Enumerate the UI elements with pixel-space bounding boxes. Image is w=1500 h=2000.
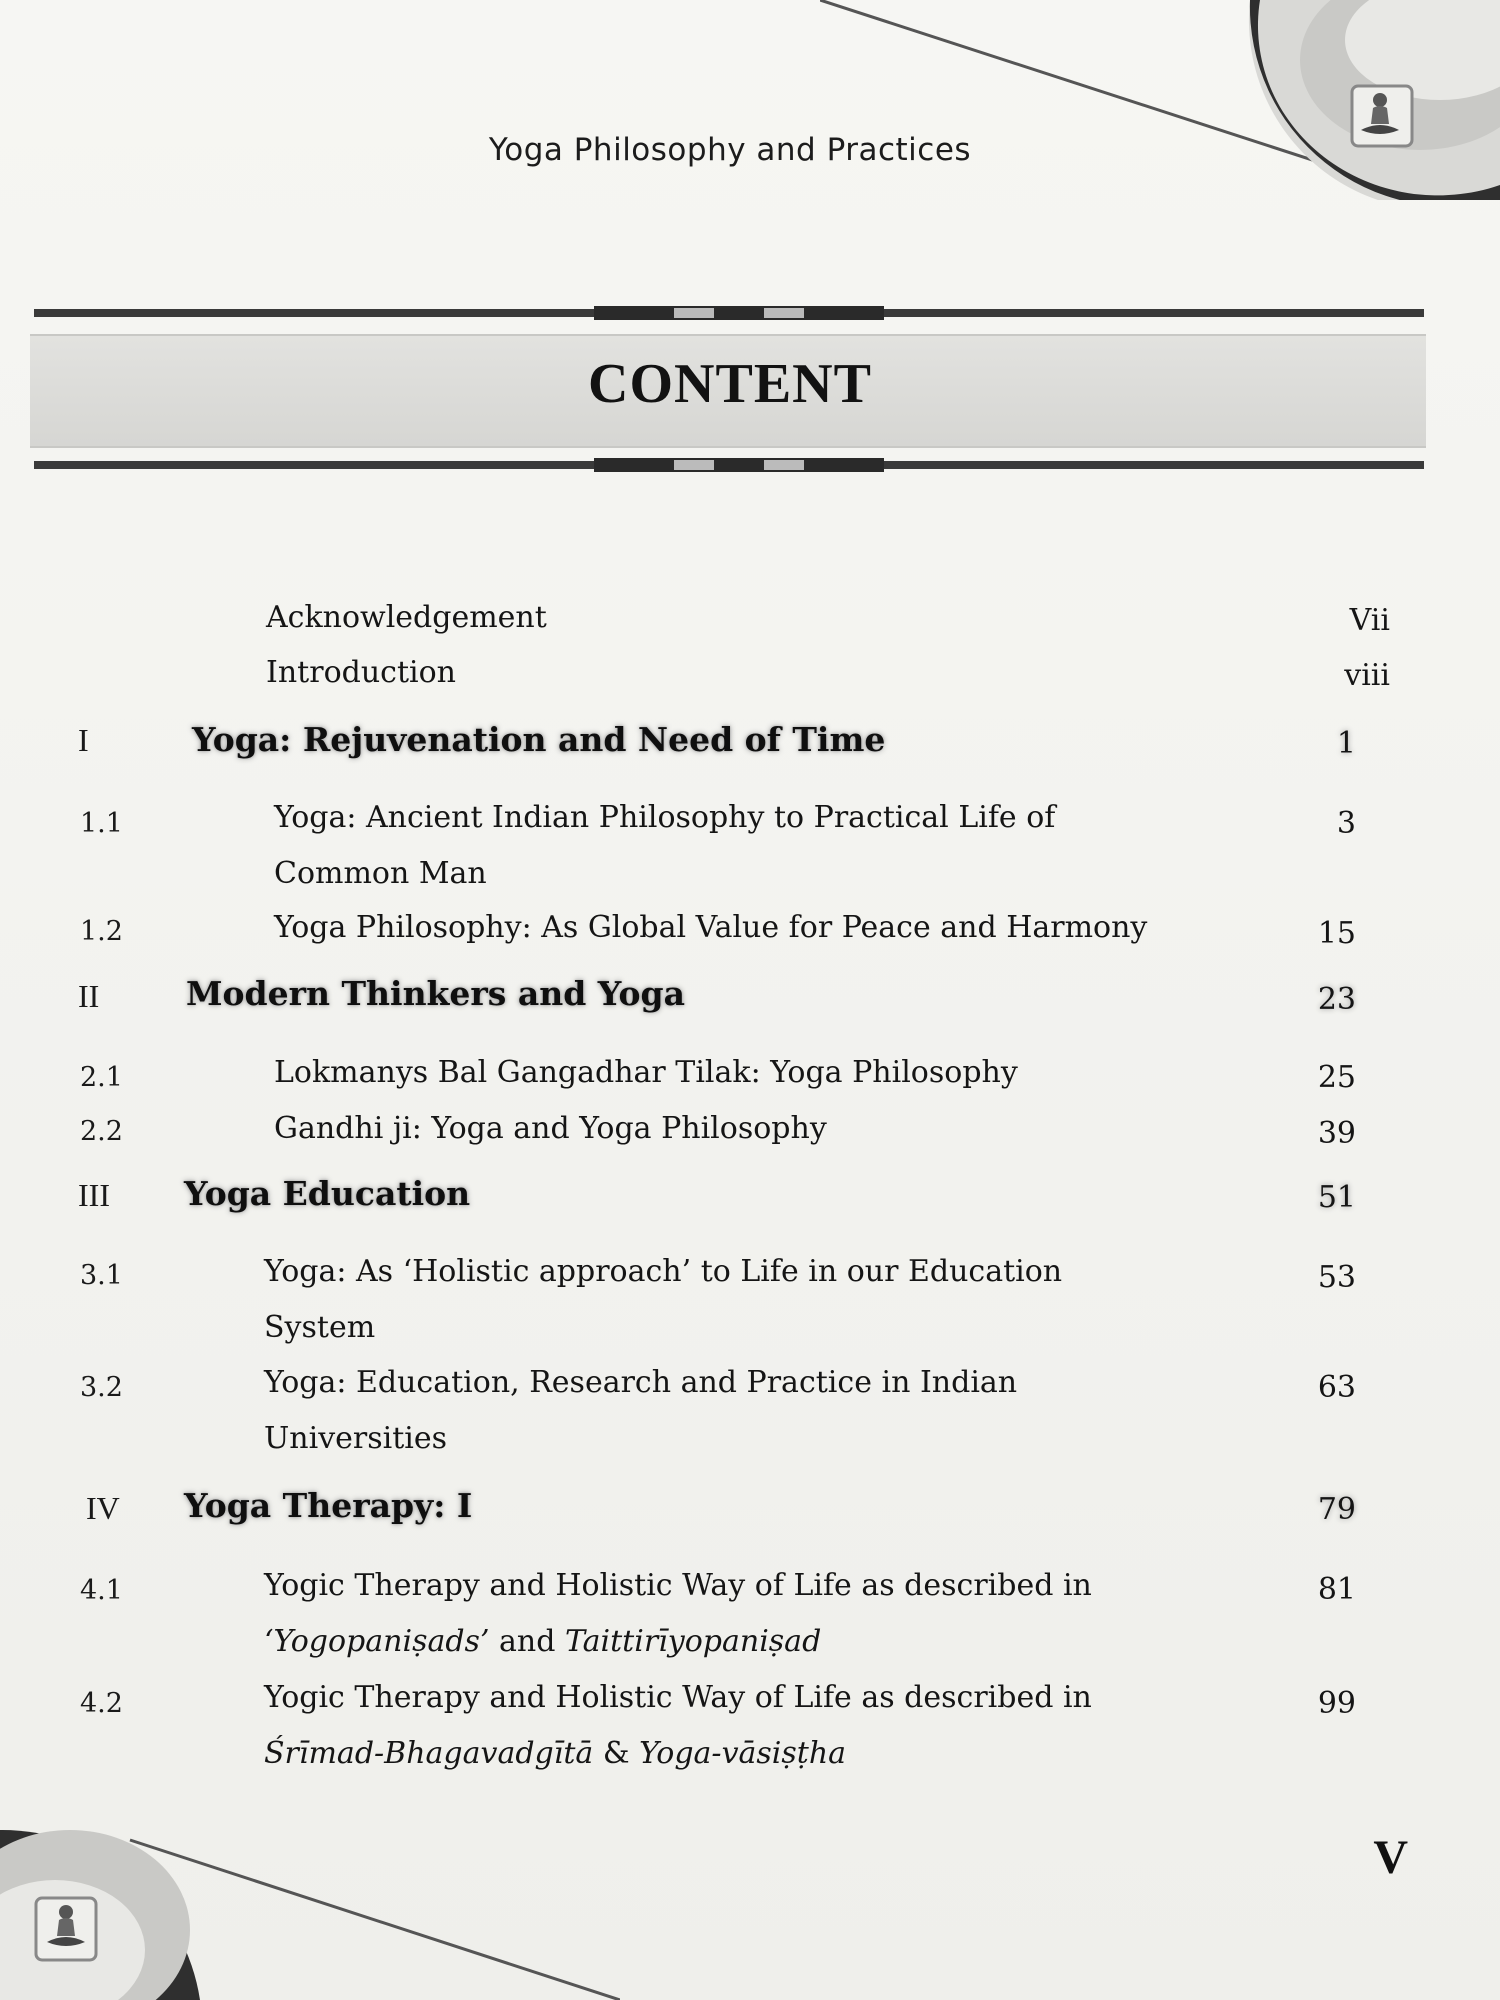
section-page: 3: [1336, 806, 1356, 841]
section-title-line-italic[interactable]: [264, 1614, 821, 1670]
italic-term: Śrīmad-Bhagavadgītā: [264, 1736, 594, 1771]
section-title-line[interactable]: Yogic Therapy and Holistic Way of Life as described in: [264, 1568, 1092, 1603]
section-page: 81: [1317, 1572, 1356, 1607]
chapter-page: 79: [1317, 1492, 1356, 1527]
toc-introduction[interactable]: Introduction: [266, 655, 456, 690]
section-number: 4.2: [80, 1688, 123, 1719]
running-header: Yoga Philosophy and Practices: [488, 132, 972, 168]
section-number: 2.1: [80, 1062, 123, 1093]
section-page: 53: [1317, 1260, 1356, 1295]
connector-text: and: [489, 1624, 565, 1659]
section-number: 1.2: [80, 916, 123, 947]
chapter-title[interactable]: Yoga: Rejuvenation and Need of Time: [192, 720, 886, 759]
section-page: 25: [1317, 1060, 1356, 1095]
section-title-line[interactable]: Yoga: As ‘Holistic approach’ to Life in our Education: [264, 1254, 1063, 1289]
section-title-line-italic[interactable]: [264, 1726, 846, 1782]
page-number: V: [1373, 1831, 1408, 1884]
section-number: 3.2: [80, 1372, 123, 1403]
chapter-page: 1: [1336, 726, 1356, 761]
chapter-page: 23: [1317, 982, 1356, 1017]
bottom-left-corner-ornament: [0, 1820, 620, 2000]
section-title-line[interactable]: Gandhi ji: Yoga and Yoga Philosophy: [274, 1111, 827, 1146]
chapter-page: 51: [1317, 1180, 1356, 1215]
chapter-roman: IV: [86, 1490, 120, 1526]
section-title-line[interactable]: Universities: [264, 1421, 448, 1456]
section-title-line[interactable]: Yoga: Education, Research and Practice in Indian: [264, 1365, 1018, 1400]
section-title-line[interactable]: Yoga Philosophy: As Global Value for Peace and Harmony: [274, 910, 1148, 945]
chapter-title[interactable]: Modern Thinkers and Yoga: [186, 974, 685, 1013]
section-title-line[interactable]: Yoga: Ancient Indian Philosophy to Practical Life of: [274, 800, 1056, 835]
section-title-line[interactable]: Yogic Therapy and Holistic Way of Life as described in: [264, 1680, 1092, 1715]
italic-term: Taittirīyopaniṣad: [564, 1624, 822, 1659]
toc-acknowledgement[interactable]: Acknowledgement: [266, 600, 547, 635]
meditating-figure-icon: [41, 1902, 91, 1954]
chapter-title[interactable]: Yoga Education: [184, 1174, 471, 1213]
italic-term: ‘Yogopaniṣads’: [264, 1624, 490, 1659]
toc-page-introduction: viii: [1344, 658, 1390, 693]
section-title-line[interactable]: Lokmanys Bal Gangadhar Tilak: Yoga Philosophy: [274, 1055, 1018, 1090]
section-number: 4.1: [80, 1575, 123, 1606]
ornamental-band-top: [34, 306, 1424, 320]
section-number: 1.1: [80, 808, 123, 839]
section-page: 15: [1317, 916, 1356, 951]
connector-text: &: [593, 1736, 640, 1771]
section-title-line[interactable]: System: [264, 1310, 376, 1345]
chapter-roman: II: [78, 978, 100, 1014]
section-page: 39: [1317, 1116, 1356, 1151]
chapter-roman: I: [78, 722, 89, 758]
section-title-line[interactable]: Common Man: [274, 856, 487, 891]
ornamental-band-bottom: [34, 458, 1424, 472]
toc-page-acknowledgement: Vii: [1349, 603, 1390, 638]
chapter-roman: III: [78, 1177, 110, 1213]
page-title: CONTENT: [588, 353, 872, 415]
section-number: 2.2: [80, 1116, 123, 1147]
section-number: 3.1: [80, 1260, 123, 1291]
italic-term: Yoga-vāsiṣṭha: [639, 1736, 847, 1771]
section-page: 63: [1317, 1370, 1356, 1405]
section-page: 99: [1317, 1686, 1356, 1721]
chapter-title[interactable]: Yoga Therapy: I: [184, 1486, 473, 1525]
